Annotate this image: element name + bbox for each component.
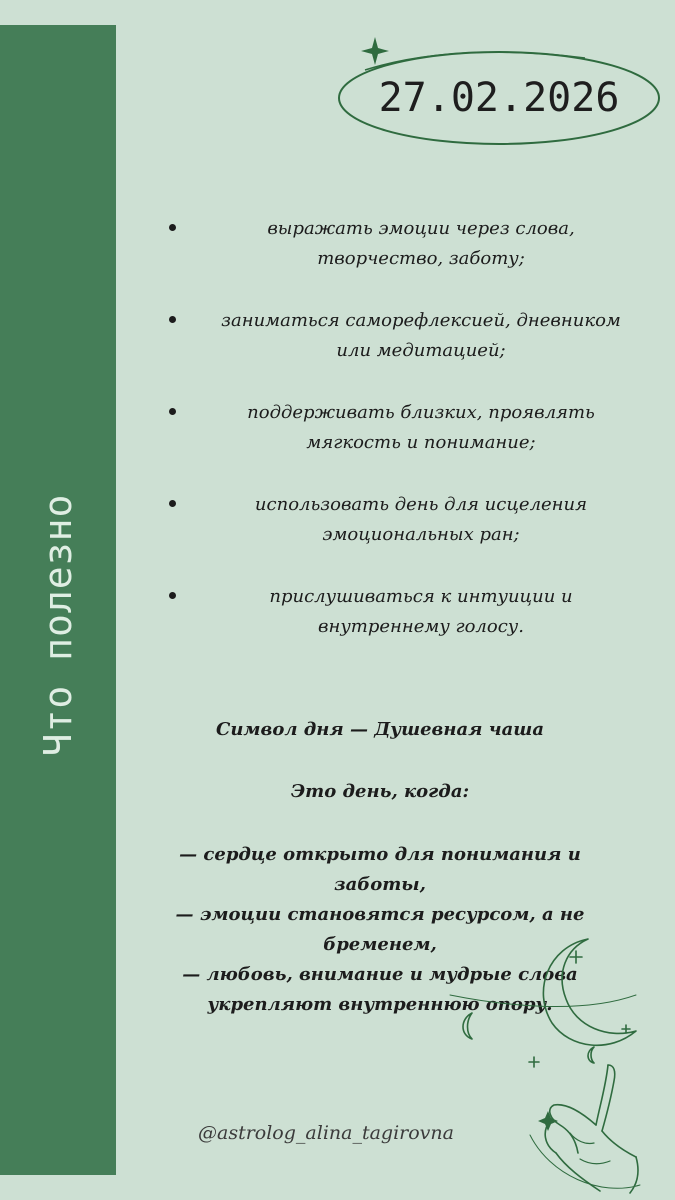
list-item-text: заниматься саморефлексией, дневником или медитацией;: [221, 310, 621, 361]
description-line: — сердце открыто для понимания и заботы,: [179, 844, 581, 895]
list-item: [150, 582, 640, 674]
description-line: — любовь, внимание и мудрые слова укрепляют внутреннюю опору.: [182, 964, 578, 1015]
list-item-text: поддерживать близких, проявлять мягкость и понимание;: [247, 402, 595, 453]
bullet-dot: [169, 592, 176, 599]
description-line: — эмоции становятся ресурсом, а не бременем,: [175, 904, 585, 955]
bullet-dot: [169, 224, 176, 231]
bullet-dot: [169, 408, 176, 415]
list-item: [150, 490, 640, 582]
star-icon: [360, 36, 390, 66]
author-handle: @astrolog_alina_tagirovna: [198, 1122, 454, 1144]
list-item: [150, 398, 640, 490]
symbol-of-day: Символ дня — Душевная чаша: [216, 719, 544, 740]
side-title: Что полезно: [36, 493, 80, 757]
list-item-text: прислушиваться к интуиции и внутреннему голосу.: [269, 586, 573, 637]
hand-illustration-icon: [430, 935, 650, 1195]
bullet-list: [150, 214, 640, 674]
day-intro: Это день, когда:: [290, 781, 470, 802]
list-item: [150, 214, 640, 306]
date-text: 27.02.2026: [378, 75, 620, 121]
bullet-dot: [169, 316, 176, 323]
side-bar: [0, 25, 116, 1175]
list-item-text: выражать эмоции через слова, творчество, заботу;: [267, 218, 575, 269]
list-item: [150, 306, 640, 398]
bullet-dot: [169, 500, 176, 507]
list-item-text: использовать день для исцеления эмоциональных ран;: [254, 494, 588, 545]
